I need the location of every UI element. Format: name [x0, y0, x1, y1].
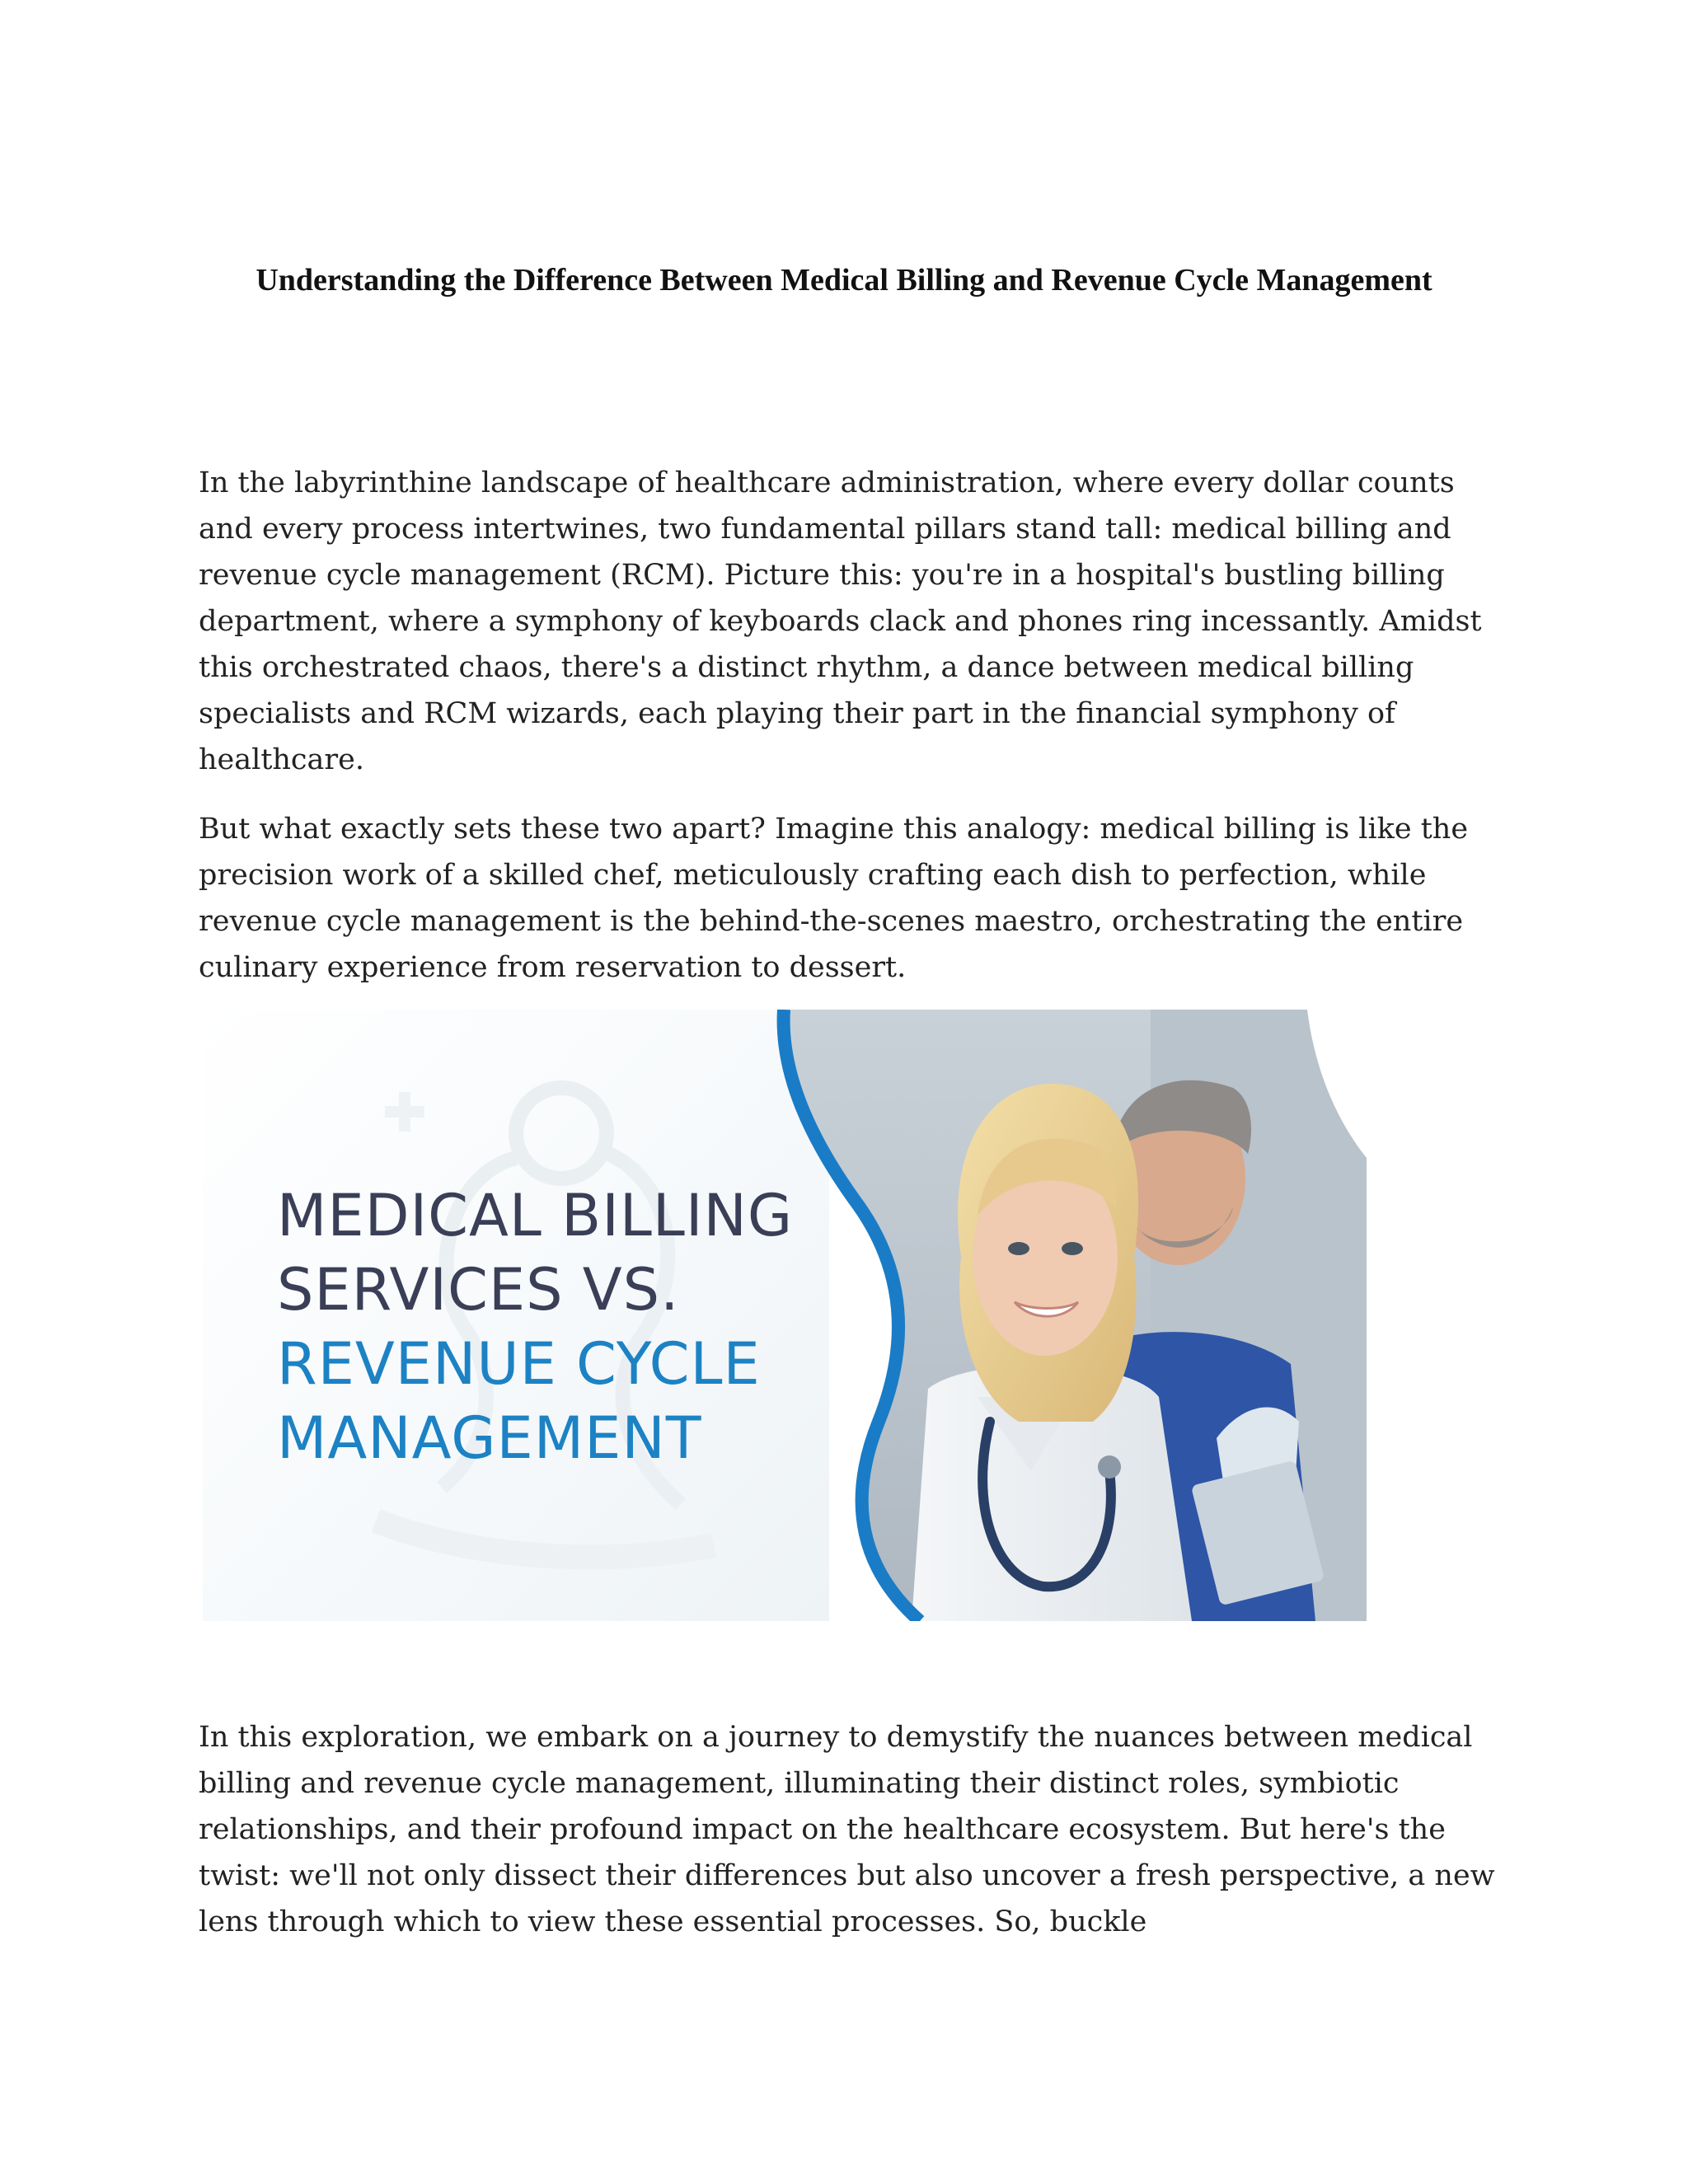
hero-headline-line: MEDICAL BILLING: [277, 1182, 794, 1249]
hero-headline-line: SERVICES VS.: [277, 1256, 680, 1324]
hero-headline-line: MANAGEMENT: [277, 1404, 702, 1472]
intro-paragraph: In the labyrinthine landscape of healthcare administration, where every dollar counts and every process intertwines, two fundamental pillars stand tall: medical billing and revenue cycle management (RCM). Picture this: you're in a hospital's bustling billing department, where a symphony of keyboards clack and phones ring incessantly. Amidst this orchestrated chaos, there's a distinct rhythm, a dance between medical billing specialists and RCM wizards, each playing their part in the financial symphony of healthcare.: [199, 466, 1482, 776]
analogy-paragraph: But what exactly sets these two apart? Imagine this analogy: medical billing is like the precision work of a skilled chef, meticulously crafting each dish to perfection, while revenue cycle management is the behind-the-scenes maestro, orchestrating the entire culinary experience from reservation to dessert.: [199, 813, 1469, 984]
doctors-photo: [203, 1010, 1367, 1621]
hero-image: [203, 1010, 1367, 1621]
exploration-paragraph: In this exploration, we embark on a journey to demystify the nuances between medical billing and revenue cycle management, illuminating their distinct roles, symbiotic relationships, and their profound impact on the healthcare ecosystem. But here's the twist: we'll not only dissect their differences but also uncover a fresh perspective, a new lens through which to view these essential processes. So, buckle: [199, 1721, 1495, 1938]
page-title: Understanding the Difference Between Medical Billing and Revenue Cycle Management: [256, 263, 1432, 298]
hero-headline-line: REVENUE CYCLE: [277, 1330, 761, 1398]
